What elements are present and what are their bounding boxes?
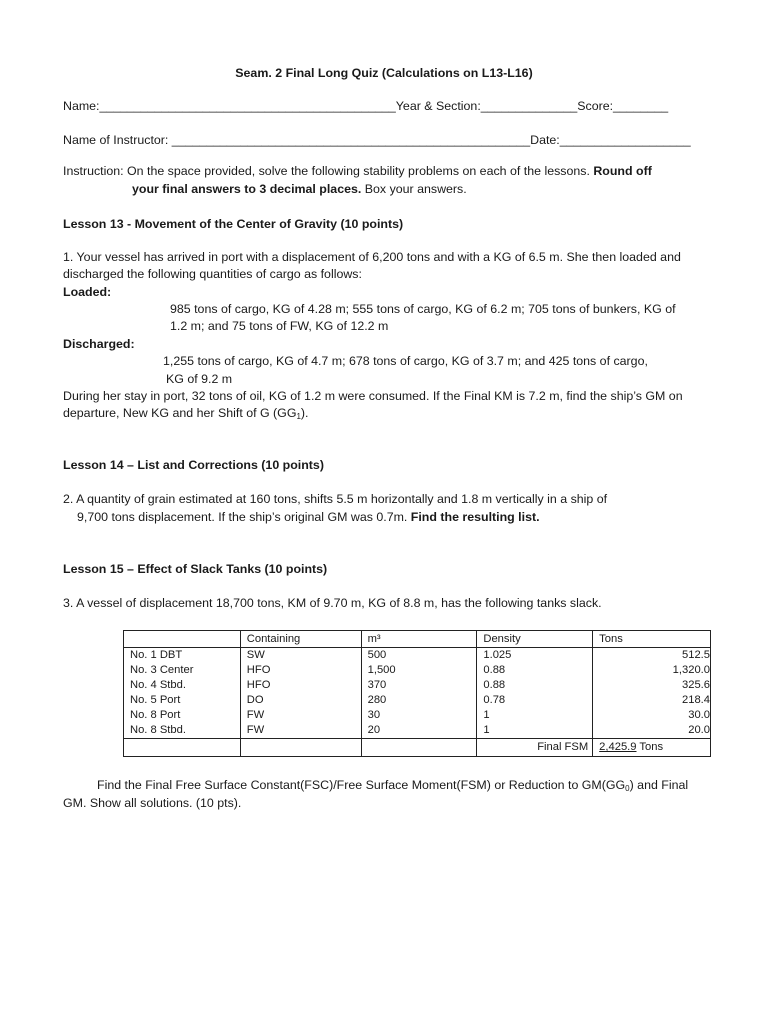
q3-line: 3. A vessel of displacement 18,700 tons, KM of 9.70 m, KG of 8.8 m, has the following tanks slack. <box>63 596 602 610</box>
instructor-line[interactable]: Name of Instructor: ____________________________________________________Date:___________________ <box>63 133 691 147</box>
during-line2-end: ). <box>300 406 309 420</box>
table-cell: FW <box>240 723 361 739</box>
tons-value: 218.4 <box>682 694 710 706</box>
lesson13-heading: Lesson 13 - Movement of the Center of Gravity (10 points) <box>63 217 404 231</box>
tons-value: 20.0 <box>688 724 710 736</box>
table-cell: 0.88 <box>477 663 593 678</box>
table-cell: 1.025 <box>477 648 593 664</box>
table-header-cell: m³ <box>361 631 477 648</box>
table-cell-tons <box>593 723 711 739</box>
instruction-bold: Round off <box>593 164 652 178</box>
table-row <box>124 648 711 664</box>
instruction-bold-2: your final answers to 3 decimal places. <box>132 182 362 196</box>
final-fsm-unit: Tons <box>636 741 664 753</box>
slack-tanks-table <box>123 630 711 757</box>
page-title: Seam. 2 Final Long Quiz (Calculations on L13-L16) <box>235 66 533 80</box>
table-header-cell: Containing <box>240 631 361 648</box>
final-fsm-label: Final FSM <box>477 739 593 757</box>
final-fsm-cell <box>593 739 711 757</box>
table-header-cell: Density <box>477 631 593 648</box>
table-cell: 370 <box>361 678 477 693</box>
table-cell: 280 <box>361 693 477 708</box>
loaded-line2: 1.2 m; and 75 tons of FW, KG of 12.2 m <box>170 319 389 333</box>
loaded-line1: 985 tons of cargo, KG of 4.28 m; 555 tons of cargo, KG of 6.2 m; 705 tons of bunkers, KG of <box>170 302 676 316</box>
q2-line2-bold: Find the resulting list. <box>410 510 540 524</box>
table-cell: 0.78 <box>477 693 593 708</box>
during-line2 <box>63 406 309 421</box>
table-row <box>124 663 711 678</box>
find-line1-text: Find the Final Free Surface Constant(FSC)/Free Surface Moment(FSM) or Reduction to GM(GG <box>97 778 626 792</box>
tons-value: 1,320.0 <box>672 664 710 676</box>
table-row <box>124 678 711 693</box>
table-cell: No. 4 Stbd. <box>124 678 241 693</box>
table-cell-tons <box>593 663 711 678</box>
instruction-text-2: Box your answers. <box>361 182 467 196</box>
during-line2-subscript: 1 <box>296 412 301 421</box>
table-header-cell: Tons <box>593 631 711 648</box>
discharged-label: Discharged: <box>63 337 135 351</box>
instruction-line-1 <box>63 164 652 178</box>
tons-value: 512.5 <box>682 649 710 661</box>
discharged-line2: KG of 9.2 m <box>166 372 233 386</box>
table-row <box>124 693 711 708</box>
tons-value: 30.0 <box>688 709 710 721</box>
table-cell: 500 <box>361 648 477 664</box>
name-line[interactable]: Name:___________________________________________Year & Section:______________Score:________ <box>63 99 669 113</box>
table-header-cell <box>124 631 241 648</box>
table-cell-tons <box>593 693 711 708</box>
table-cell: 1,500 <box>361 663 477 678</box>
q2-line2-text: 9,700 tons displacement. If the ship’s original GM was 0.7m. <box>77 510 411 524</box>
table-cell: No. 3 Center <box>124 663 241 678</box>
table-cell: SW <box>240 648 361 664</box>
lesson15-heading: Lesson 15 – Effect of Slack Tanks (10 points) <box>63 562 328 576</box>
q2-line1: 2. A quantity of grain estimated at 160 tons, shifts 5.5 m horizontally and 1.8 m vertically in a ship of <box>63 492 608 506</box>
table-header-row <box>124 631 711 648</box>
table-cell: No. 8 Stbd. <box>124 723 241 739</box>
find-line2: GM. Show all solutions. (10 pts). <box>63 796 242 810</box>
find-line1-subscript: 0 <box>625 784 630 793</box>
table-cell: No. 5 Port <box>124 693 241 708</box>
during-line1: During her stay in port, 32 tons of oil, KG of 1.2 m were consumed. If the Final KM is 7.2 m, find the ship’s GM on <box>63 389 683 403</box>
table-cell-tons <box>593 648 711 664</box>
table-cell: DO <box>240 693 361 708</box>
loaded-label: Loaded: <box>63 285 112 299</box>
table-cell: HFO <box>240 678 361 693</box>
find-line1-end: ) and Final <box>629 778 689 792</box>
lesson14-heading: Lesson 14 – List and Corrections (10 points) <box>63 458 324 472</box>
q2-line2 <box>77 510 540 524</box>
final-fsm-value: 2,425.9 <box>599 741 637 753</box>
discharged-line1: 1,255 tons of cargo, KG of 4.7 m; 678 tons of cargo, KG of 3.7 m; and 425 tons of cargo, <box>163 354 648 368</box>
instruction-line-2 <box>132 182 467 196</box>
table-row <box>124 723 711 739</box>
table-row <box>124 708 711 723</box>
instruction-text: Instruction: On the space provided, solve the following stability problems on each of the lessons. <box>63 164 594 178</box>
tons-value: 325.6 <box>682 679 710 691</box>
table-cell: 30 <box>361 708 477 723</box>
find-line1 <box>97 778 688 793</box>
during-line2-text: departure, New KG and her Shift of G (GG <box>63 406 297 420</box>
table-cell: FW <box>240 708 361 723</box>
table-cell: 0.88 <box>477 678 593 693</box>
q1-line2: discharged the following quantities of cargo as follows: <box>63 267 362 281</box>
table-cell: 20 <box>361 723 477 739</box>
table-cell: 1 <box>477 708 593 723</box>
table-cell: No. 8 Port <box>124 708 241 723</box>
q1-line1: 1. Your vessel has arrived in port with a displacement of 6,200 tons and with a KG of 6.5 m. She then loaded and <box>63 250 681 264</box>
table-cell: HFO <box>240 663 361 678</box>
table-cell-tons <box>593 708 711 723</box>
table-cell: 1 <box>477 723 593 739</box>
table-cell: No. 1 DBT <box>124 648 241 664</box>
table-cell-tons <box>593 678 711 693</box>
table-footer-row <box>124 739 711 757</box>
